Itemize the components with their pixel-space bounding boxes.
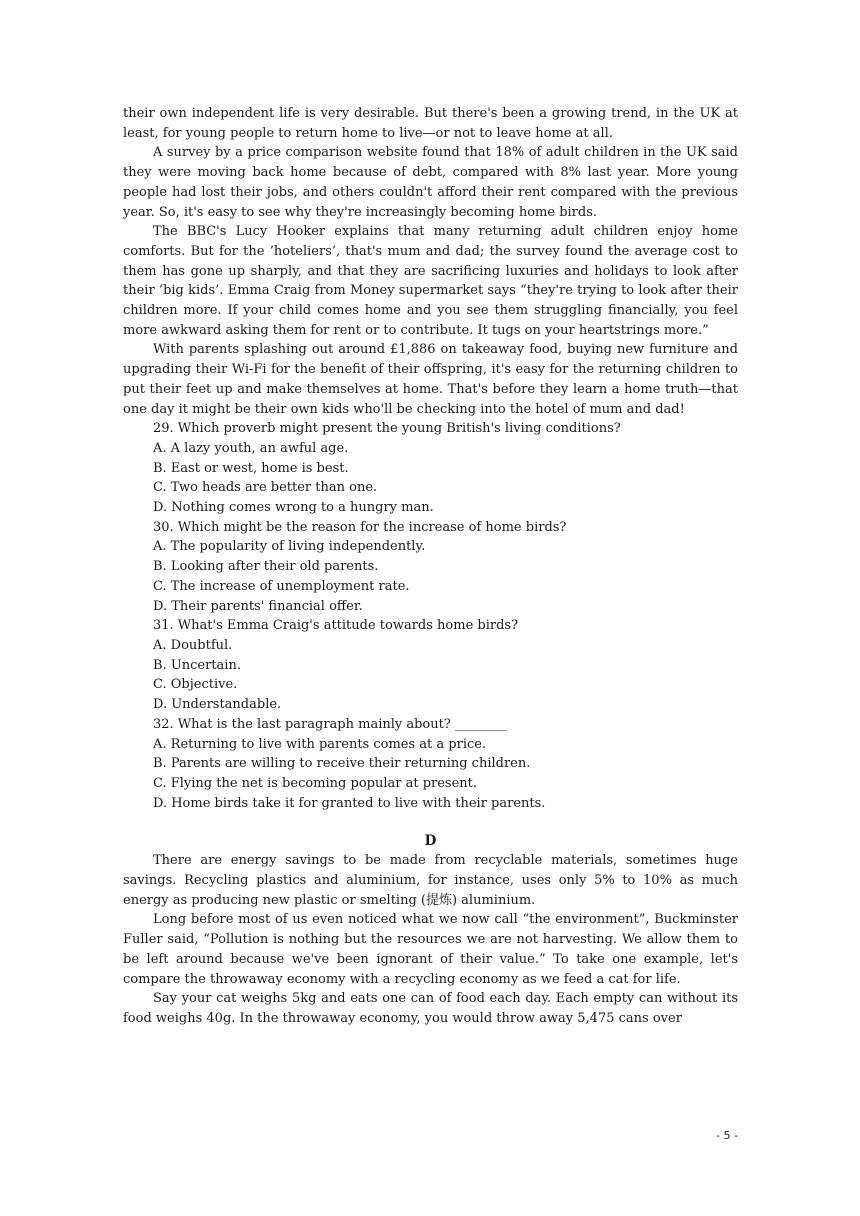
answer-option: C. Objective. bbox=[153, 677, 238, 693]
question-stem: 32. What is the last paragraph mainly about? ________ bbox=[153, 716, 507, 732]
question-stem: 31. What's Emma Craig's attitude towards home birds? bbox=[153, 618, 519, 634]
question-32 bbox=[123, 715, 738, 814]
passage-c bbox=[123, 104, 738, 419]
answer-option: C. Two heads are better than one. bbox=[153, 480, 378, 496]
paragraph: Long before most of us even noticed what we now call “the environment”, Buckminster Fuller said, “Pollution is nothing but the resources we are not harvesting. We allow them to be left around because we've been ignorant of their value.” To take one example, let's compare the throwaway economy with a recycling economy as we feed a cat for life. bbox=[123, 912, 738, 987]
question-30 bbox=[123, 518, 738, 617]
answer-option: B. East or west, home is best. bbox=[153, 460, 349, 476]
passage-d bbox=[123, 831, 738, 1028]
paragraph: their own independent life is very desirable. But there's been a growing trend, in the UK at least, for young people to return home to live—or not to leave home at all. bbox=[123, 106, 738, 141]
question-list bbox=[123, 419, 738, 813]
answer-option: D. Home birds take it for granted to live with their parents. bbox=[153, 795, 546, 811]
paragraph: The BBC's Lucy Hooker explains that many returning adult children enjoy home comforts. But for the ‘hoteliers’, that's mum and dad; the survey found the average cost to them has gone up sharply, and that they are sacrificing luxuries and holidays to look after their ‘big kids’. Emma Craig from Money supermarket says “they're trying to look after their children more. If your child comes home and you see them struggling financially, you feel more awkward asking them for rent or to contribute. It tugs on your heartstrings more.” bbox=[123, 224, 738, 338]
paragraph: There are energy savings to be made from recyclable materials, sometimes huge savings. Recycling plastics and aluminium, for instance, uses only 5% to 10% as much energy as producing new plastic or smelting (提炼) aluminium. bbox=[123, 853, 738, 908]
answer-option: D. Understandable. bbox=[153, 697, 282, 713]
answer-option: A. A lazy youth, an awful age. bbox=[153, 440, 349, 456]
paragraph: With parents splashing out around £1,886 on takeaway food, buying new furniture and upgrading their Wi-Fi for the benefit of their offspring, it's easy for the returning children to put their feet up and make themselves at home. That's before they learn a home truth—that one day it might be their own kids who'll be checking into the hotel of mum and dad! bbox=[123, 342, 738, 417]
question-29 bbox=[123, 419, 738, 518]
question-stem: 30. Which might be the reason for the increase of home birds? bbox=[153, 519, 567, 535]
answer-option: A. Returning to live with parents comes at a price. bbox=[153, 736, 487, 752]
answer-option: C. Flying the net is becoming popular at present. bbox=[153, 775, 478, 791]
answer-option: D. Nothing comes wrong to a hungry man. bbox=[153, 500, 434, 516]
answer-option: B. Looking after their old parents. bbox=[153, 559, 379, 575]
answer-option: D. Their parents' financial offer. bbox=[153, 598, 363, 614]
answer-option: A. The popularity of living independently. bbox=[153, 539, 426, 555]
page-number: - 5 - bbox=[716, 1129, 738, 1142]
paragraph: A survey by a price comparison website found that 18% of adult children in the UK said they were moving back home because of debt, compared with 8% last year. More young people had lost their jobs, and others couldn't afford their rent compared with the previous year. So, it's easy to see why they're increasingly becoming home birds. bbox=[123, 145, 738, 220]
answer-option: B. Parents are willing to receive their returning children. bbox=[153, 756, 531, 772]
question-31 bbox=[123, 616, 738, 715]
paragraph: Say your cat weighs 5kg and eats one can of food each day. Each empty can without its food weighs 40g. In the throwaway economy, you would throw away 5,475 cans over bbox=[123, 991, 738, 1026]
section-heading: D bbox=[424, 833, 437, 850]
answer-option: C. The increase of unemployment rate. bbox=[153, 578, 410, 594]
question-stem: 29. Which proverb might present the young British's living conditions? bbox=[153, 421, 621, 437]
answer-option: B. Uncertain. bbox=[153, 657, 241, 673]
answer-option: A. Doubtful. bbox=[153, 637, 233, 653]
document-body bbox=[123, 104, 738, 1029]
